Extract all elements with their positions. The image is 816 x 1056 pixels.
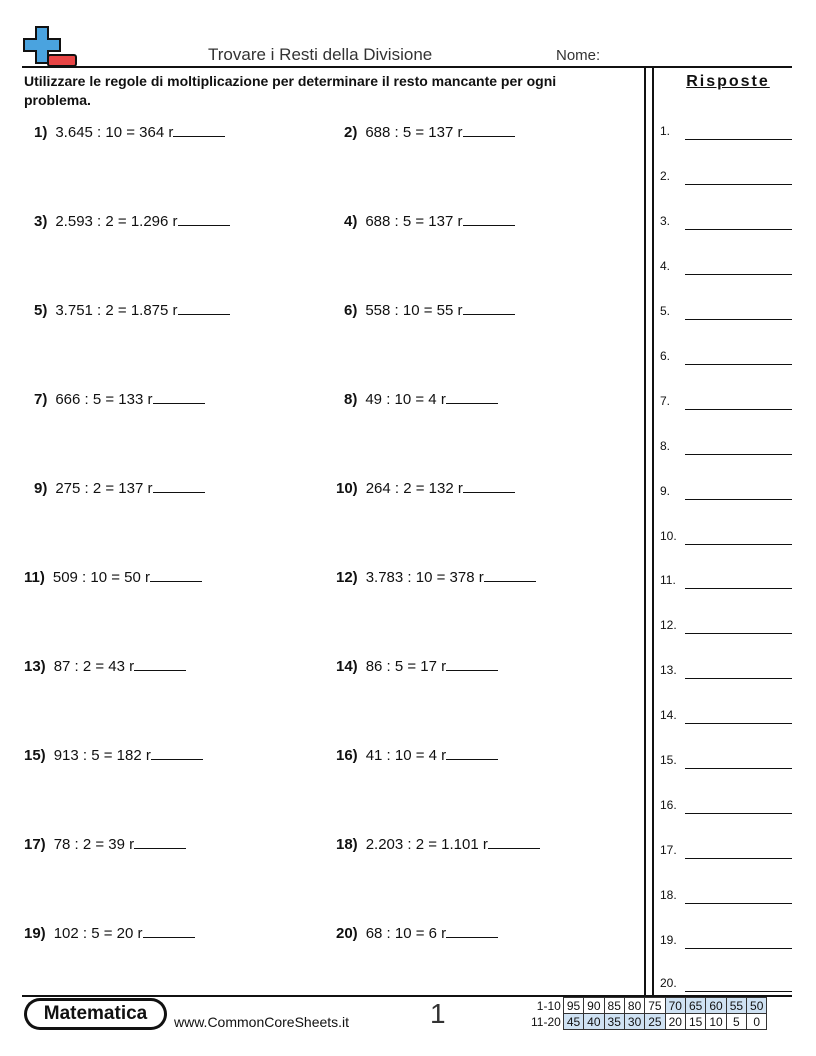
answer-label: 18. [660, 888, 677, 902]
problem-item [344, 390, 498, 408]
score-row [528, 998, 767, 1014]
answer-line[interactable] [685, 678, 792, 679]
problem-expression: 666 : 5 = 133 r [55, 391, 153, 408]
score-cell: 50 [747, 998, 767, 1014]
answer-label: 9. [660, 484, 671, 498]
problem-expression: 509 : 10 = 50 r [52, 569, 151, 586]
answer-line[interactable] [685, 948, 792, 949]
answer-label: 5. [660, 304, 671, 318]
answer-label: 19. [660, 933, 677, 947]
answer-row [660, 165, 792, 185]
problem-number: 4) [344, 213, 358, 230]
problem-item [24, 568, 202, 586]
score-cell: 65 [685, 998, 705, 1014]
problem-item [344, 301, 515, 319]
answer-row [660, 120, 792, 140]
problem-expression: 3.751 : 2 = 1.875 r [55, 302, 178, 319]
problem-item [344, 123, 515, 141]
subject-badge-label: Matematica [27, 1001, 164, 1027]
website-link[interactable]: www.CommonCoreSheets.it [174, 1014, 350, 1030]
problem-number: 12) [336, 569, 358, 586]
problem-item [344, 212, 515, 230]
answer-row [660, 210, 792, 230]
answer-line[interactable] [685, 813, 792, 814]
answer-blank[interactable] [488, 835, 540, 849]
answer-line[interactable] [685, 903, 792, 904]
answer-blank[interactable] [446, 390, 498, 404]
answer-line[interactable] [685, 409, 792, 410]
problem-item [336, 479, 515, 497]
score-cell: 25 [645, 1014, 665, 1030]
answer-row [660, 972, 792, 992]
score-cell: 95 [563, 998, 583, 1014]
name-label: Nome: [556, 47, 601, 64]
problem-item [336, 924, 498, 942]
answer-blank[interactable] [143, 924, 195, 938]
score-row [528, 1014, 767, 1030]
answer-label: 10. [660, 529, 677, 543]
problem-number: 7) [34, 391, 48, 408]
problem-item [24, 835, 186, 853]
answer-blank[interactable] [446, 924, 498, 938]
problem-item [336, 657, 498, 675]
problem-expression: 688 : 5 = 137 r [365, 124, 463, 141]
problem-number: 15) [24, 747, 46, 764]
header-divider [22, 66, 792, 68]
score-cell: 10 [706, 1014, 726, 1030]
answer-row [660, 435, 792, 455]
logo-icon [22, 25, 80, 69]
instructions: Utilizzare le regole di moltiplicazione per determinare il resto mancante per ogni problema. [24, 73, 557, 108]
answer-blank[interactable] [178, 301, 230, 315]
answer-row [660, 794, 792, 814]
problem-expression: 68 : 10 = 6 r [365, 925, 447, 942]
answer-label: 7. [660, 394, 671, 408]
answer-row [660, 614, 792, 634]
score-cell: 35 [604, 1014, 624, 1030]
answer-line[interactable] [685, 991, 792, 992]
problem-expression: 86 : 5 = 17 r [365, 658, 447, 675]
problem-expression: 2.593 : 2 = 1.296 r [55, 213, 178, 230]
problem-expression: 275 : 2 = 137 r [55, 480, 153, 497]
problem-number: 17) [24, 836, 46, 853]
answers-title: Risposte [686, 73, 770, 90]
problem-number: 8) [344, 391, 358, 408]
problem-item [24, 657, 186, 675]
answer-label: 2. [660, 169, 671, 183]
problem-number: 2) [344, 124, 358, 141]
problem-expression: 2.203 : 2 = 1.101 r [365, 836, 488, 853]
problem-item [34, 212, 230, 230]
problem-expression: 688 : 5 = 137 r [365, 213, 463, 230]
answer-row [660, 390, 792, 410]
score-cell: 30 [624, 1014, 644, 1030]
answer-line[interactable] [685, 858, 792, 859]
score-row-label: 11-20 [531, 1014, 561, 1029]
score-cell: 40 [584, 1014, 604, 1030]
answer-line[interactable] [685, 139, 792, 140]
answer-blank[interactable] [463, 479, 515, 493]
answer-label: 14. [660, 708, 677, 722]
answer-blank[interactable] [153, 390, 205, 404]
answer-blank[interactable] [153, 479, 205, 493]
problem-number: 1) [34, 124, 48, 141]
answer-blank[interactable] [446, 746, 498, 760]
problem-number: 13) [24, 658, 46, 675]
answer-label: 3. [660, 214, 671, 228]
answer-row [660, 345, 792, 365]
answer-label: 20. [660, 976, 677, 990]
score-cell: 85 [604, 998, 624, 1014]
answer-line[interactable] [685, 364, 792, 365]
score-cell: 75 [645, 998, 665, 1014]
answer-row [660, 929, 792, 949]
answer-row [660, 525, 792, 545]
answer-line[interactable] [685, 184, 792, 185]
problem-number: 19) [24, 925, 46, 942]
problem-expression: 3.783 : 10 = 378 r [365, 569, 484, 586]
problem-number: 20) [336, 925, 358, 942]
problem-item [34, 479, 205, 497]
problem-number: 11) [24, 569, 45, 586]
score-cell: 0 [747, 1014, 767, 1030]
problem-item [24, 924, 195, 942]
problem-expression: 102 : 5 = 20 r [53, 925, 143, 942]
problem-item [34, 301, 230, 319]
answer-label: 8. [660, 439, 671, 453]
answer-label: 12. [660, 618, 677, 632]
problem-item [336, 835, 540, 853]
problem-expression: 3.645 : 10 = 364 r [55, 124, 174, 141]
problem-expression: 87 : 2 = 43 r [53, 658, 135, 675]
problem-item [34, 390, 205, 408]
score-cell: 45 [563, 1014, 583, 1030]
answer-row [660, 480, 792, 500]
answer-line[interactable] [685, 768, 792, 769]
answer-line[interactable] [685, 499, 792, 500]
problem-expression: 78 : 2 = 39 r [53, 836, 135, 853]
problem-item [336, 746, 498, 764]
answer-row [660, 704, 792, 724]
problem-expression: 49 : 10 = 4 r [365, 391, 446, 408]
score-cell: 20 [665, 1014, 685, 1030]
page-title: Trovare i Resti della Divisione [208, 45, 433, 64]
answer-label: 15. [660, 753, 677, 767]
answer-line[interactable] [685, 274, 792, 275]
problem-item [34, 123, 225, 141]
score-cell: 80 [624, 998, 644, 1014]
answer-blank[interactable] [463, 123, 515, 137]
problem-item [336, 568, 536, 586]
problem-expression: 41 : 10 = 4 r [365, 747, 447, 764]
answer-blank[interactable] [484, 568, 536, 582]
problem-item [24, 746, 203, 764]
answer-line[interactable] [685, 588, 792, 589]
answer-blank[interactable] [134, 835, 186, 849]
answer-line[interactable] [685, 723, 792, 724]
answer-blank[interactable] [463, 212, 515, 226]
score-row-label: 1-10 [536, 998, 561, 1013]
column-divider [644, 68, 654, 996]
problem-number: 10) [336, 480, 358, 497]
page-number: 1 [430, 998, 446, 1029]
score-cell: 60 [706, 998, 726, 1014]
score-cell: 70 [665, 998, 685, 1014]
answer-row [660, 884, 792, 904]
answer-label: 13. [660, 663, 677, 677]
answer-row [660, 255, 792, 275]
answer-row [660, 839, 792, 859]
problem-expression: 264 : 2 = 132 r [365, 480, 463, 497]
problem-expression: 913 : 5 = 182 r [53, 747, 151, 764]
problem-expression: 558 : 10 = 55 r [365, 302, 463, 319]
problem-number: 16) [336, 747, 358, 764]
answer-label: 16. [660, 798, 677, 812]
answer-label: 4. [660, 259, 671, 273]
answer-blank[interactable] [178, 212, 230, 226]
answer-line[interactable] [685, 319, 792, 320]
answer-blank[interactable] [446, 657, 498, 671]
problem-number: 3) [34, 213, 48, 230]
answer-label: 6. [660, 349, 671, 363]
score-cell: 55 [726, 998, 746, 1014]
answer-label: 17. [660, 843, 677, 857]
score-cell: 5 [726, 1014, 746, 1030]
subject-badge [24, 998, 167, 1030]
answer-row [660, 659, 792, 679]
answer-blank[interactable] [150, 568, 202, 582]
answer-label: 11. [660, 573, 676, 587]
score-table [528, 997, 767, 1030]
problem-number: 18) [336, 836, 358, 853]
score-cell: 90 [584, 998, 604, 1014]
answer-line[interactable] [685, 454, 792, 455]
answer-blank[interactable] [463, 301, 515, 315]
problem-number: 6) [344, 302, 358, 319]
answer-label: 1. [660, 124, 671, 138]
answer-line[interactable] [685, 544, 792, 545]
score-cell: 15 [685, 1014, 705, 1030]
problem-number: 14) [336, 658, 358, 675]
answer-line[interactable] [685, 633, 792, 634]
answer-line[interactable] [685, 229, 792, 230]
answer-row [660, 300, 792, 320]
answer-row [660, 749, 792, 769]
answer-row [660, 569, 792, 589]
answer-blank[interactable] [134, 657, 186, 671]
answer-blank[interactable] [173, 123, 225, 137]
problem-number: 9) [34, 480, 48, 497]
answer-blank[interactable] [151, 746, 203, 760]
problem-number: 5) [34, 302, 48, 319]
